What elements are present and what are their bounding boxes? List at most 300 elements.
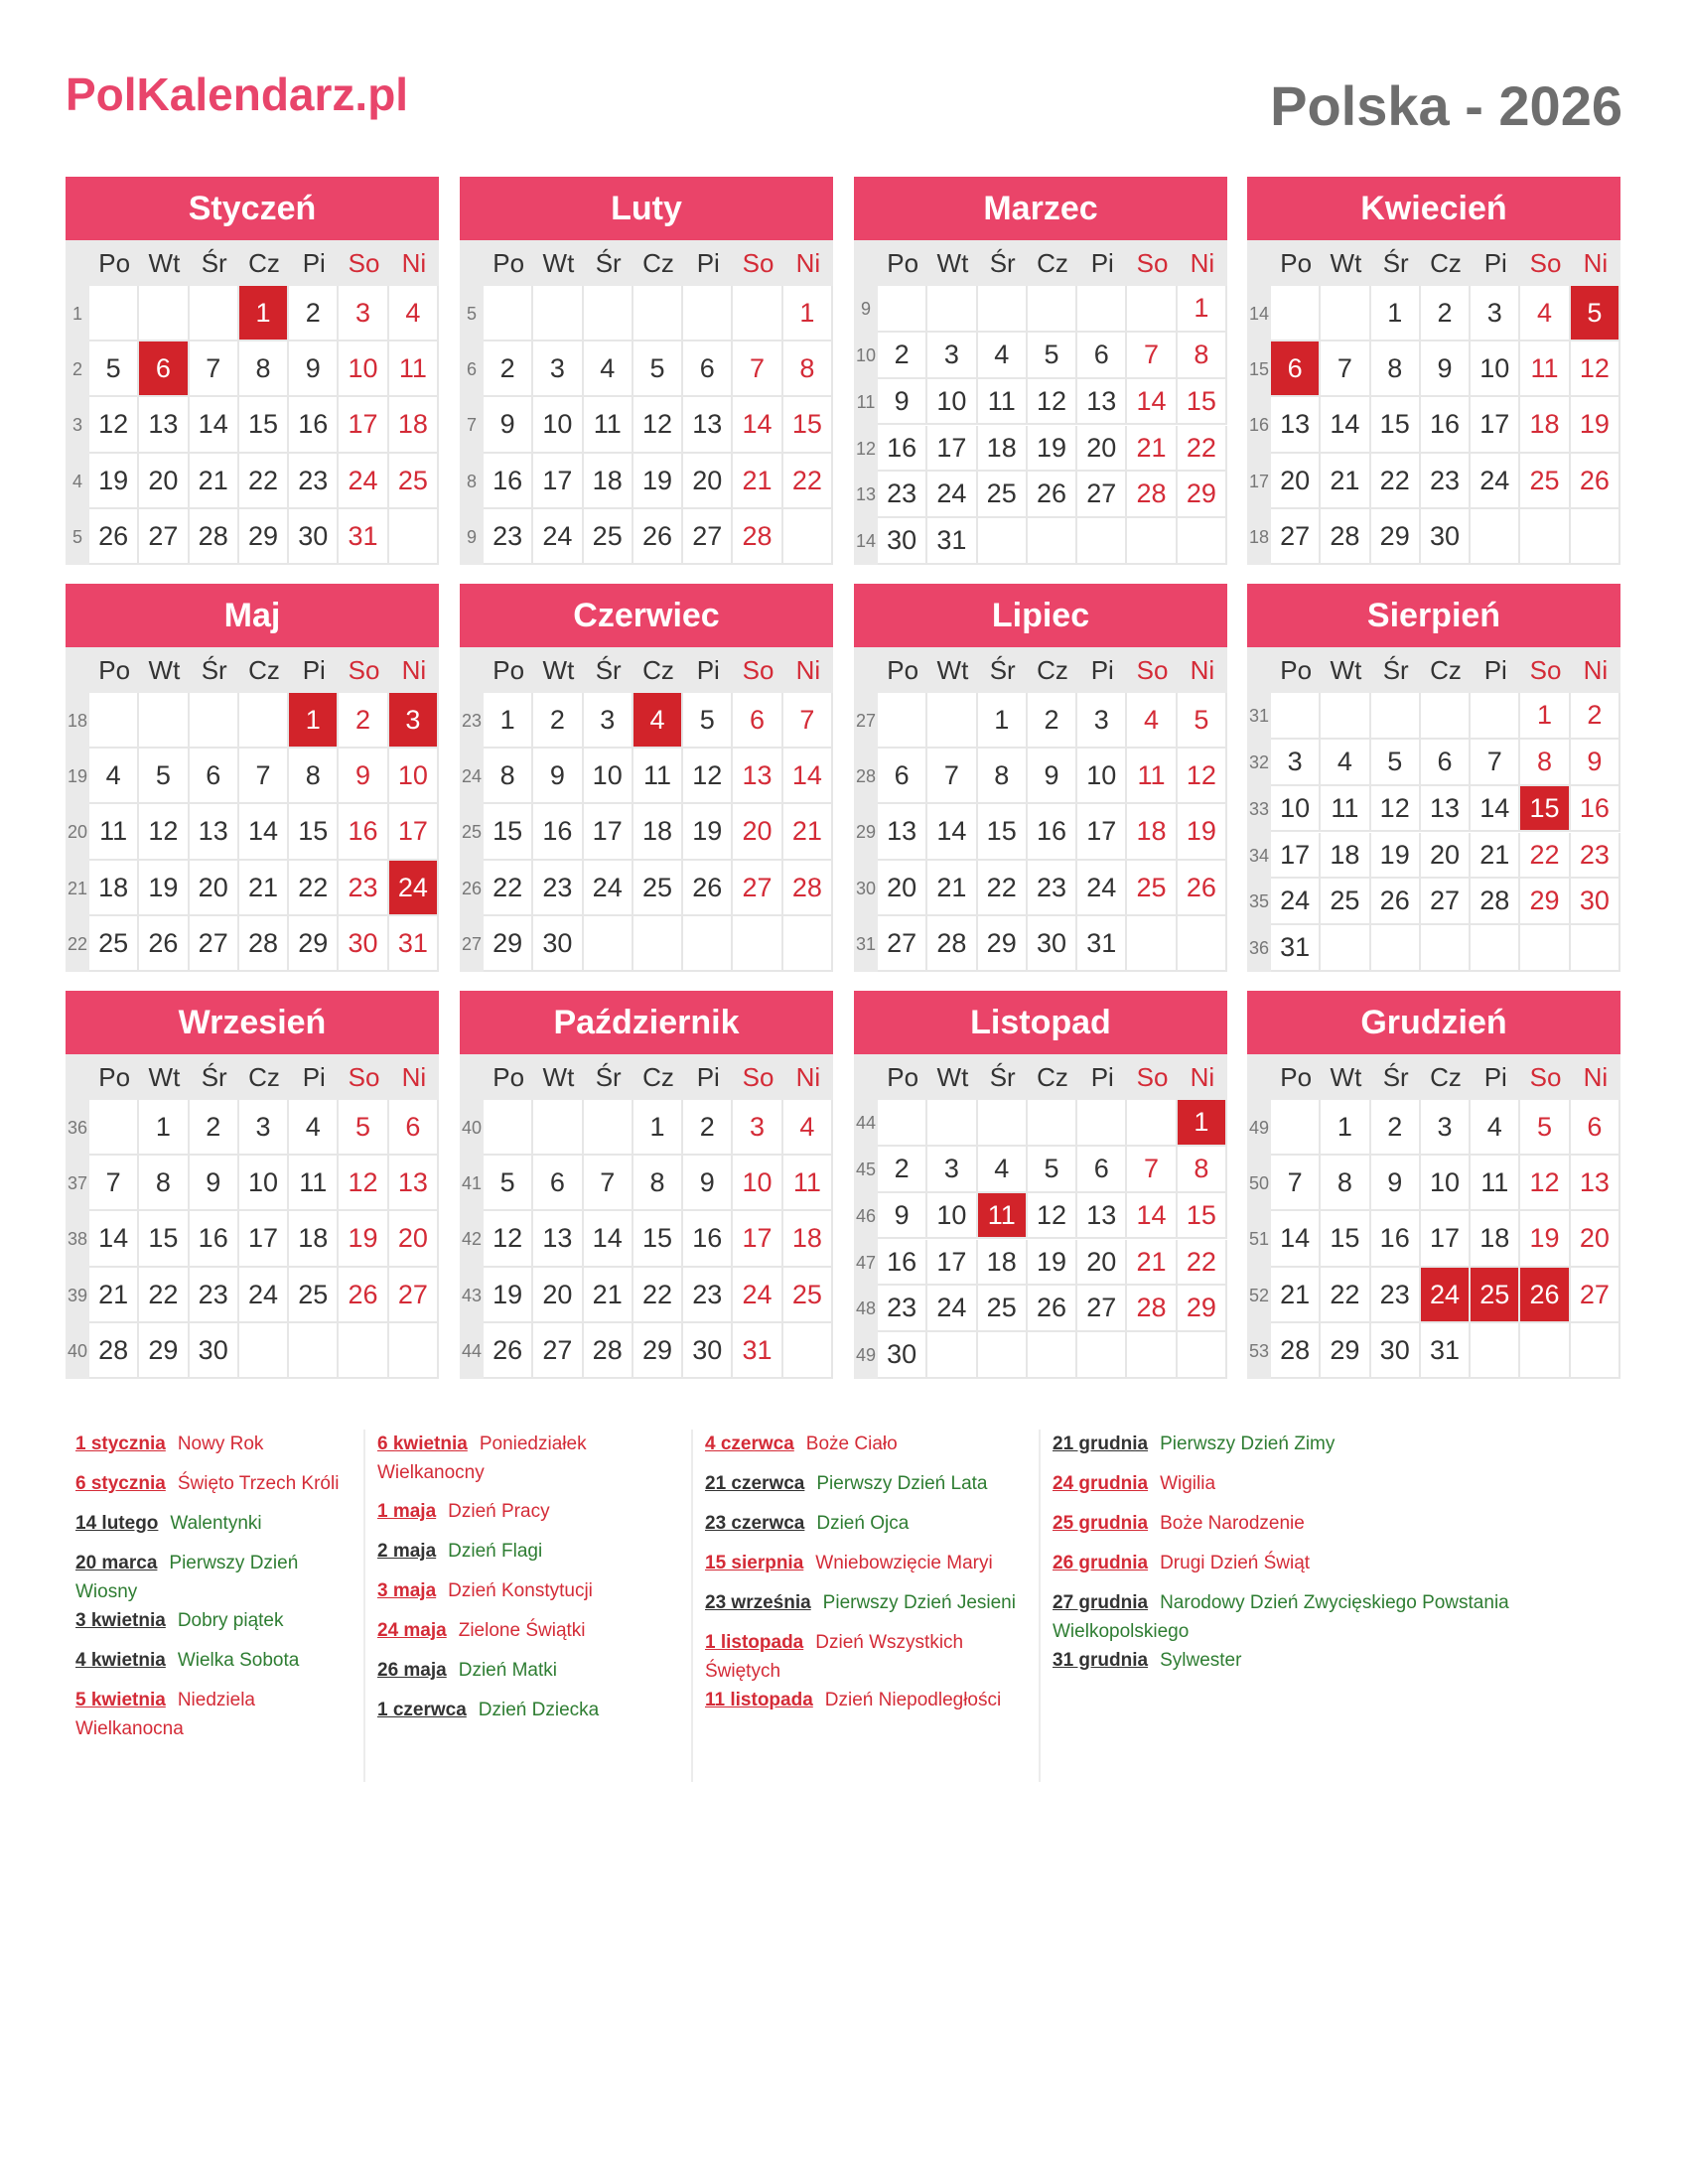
calendar-day[interactable]: 13	[1086, 1199, 1117, 1230]
calendar-day[interactable]: 11	[99, 816, 128, 847]
calendar-day[interactable]: 2	[1437, 298, 1453, 328]
calendar-day[interactable]: 23	[492, 520, 523, 551]
calendar-day[interactable]: 3	[549, 353, 565, 384]
calendar-day[interactable]: 18	[791, 1223, 822, 1254]
holiday-day[interactable]: 1	[239, 286, 287, 340]
calendar-day[interactable]: 15	[1186, 385, 1216, 416]
calendar-day[interactable]: 15	[641, 1223, 672, 1254]
legend-date-link[interactable]: 6 stycznia	[75, 1473, 166, 1494]
legend-date-link[interactable]: 1 listopada	[705, 1632, 804, 1653]
calendar-day[interactable]: 18	[986, 1246, 1017, 1277]
calendar-day[interactable]: 8	[1336, 1167, 1352, 1198]
calendar-day[interactable]: 15	[1330, 1223, 1360, 1254]
calendar-day[interactable]: 28	[1280, 1334, 1311, 1365]
calendar-day[interactable]: 21	[936, 872, 967, 902]
legend-date-link[interactable]: 3 maja	[377, 1580, 437, 1601]
calendar-day[interactable]: 5	[1194, 705, 1209, 735]
legend-date-link[interactable]: 1 stycznia	[75, 1433, 166, 1454]
calendar-day[interactable]: 21	[98, 1279, 129, 1309]
calendar-day[interactable]: 4	[105, 760, 121, 791]
calendar-day[interactable]: 19	[1036, 1246, 1066, 1277]
calendar-day[interactable]: 28	[98, 1334, 129, 1365]
calendar-day[interactable]: 14	[1136, 385, 1167, 416]
calendar-day[interactable]: 13	[1086, 385, 1117, 416]
calendar-day[interactable]: 22	[1330, 1279, 1360, 1309]
calendar-day[interactable]: 11	[1137, 760, 1166, 791]
calendar-day[interactable]: 12	[1529, 1167, 1560, 1198]
calendar-day[interactable]: 7	[799, 705, 815, 735]
calendar-day[interactable]: 25	[1136, 872, 1167, 902]
calendar-day[interactable]: 9	[1044, 760, 1059, 791]
calendar-day[interactable]: 13	[1280, 409, 1311, 440]
calendar-day[interactable]: 29	[247, 520, 278, 551]
calendar-day[interactable]: 4	[1336, 746, 1352, 776]
calendar-day[interactable]: 4	[305, 1112, 321, 1142]
calendar-day[interactable]: 17	[742, 1223, 773, 1254]
calendar-day[interactable]: 28	[1136, 1293, 1167, 1323]
calendar-day[interactable]: 15	[791, 409, 822, 440]
calendar-day[interactable]: 22	[492, 872, 523, 902]
calendar-day[interactable]: 28	[592, 1334, 623, 1365]
calendar-day[interactable]: 27	[1280, 520, 1311, 551]
holiday-day[interactable]: 26	[1520, 1268, 1568, 1321]
calendar-day[interactable]: 8	[1194, 339, 1209, 369]
calendar-day[interactable]: 25	[641, 872, 672, 902]
calendar-day[interactable]: 22	[986, 872, 1017, 902]
calendar-day[interactable]: 23	[1429, 465, 1460, 495]
calendar-day[interactable]: 22	[791, 465, 822, 495]
calendar-day[interactable]: 25	[592, 520, 623, 551]
calendar-day[interactable]: 20	[542, 1279, 573, 1309]
calendar-day[interactable]: 22	[148, 1279, 179, 1309]
calendar-day[interactable]: 4	[994, 1153, 1010, 1183]
calendar-day[interactable]: 10	[397, 760, 428, 791]
calendar-day[interactable]: 7	[1144, 339, 1160, 369]
calendar-day[interactable]: 19	[348, 1223, 378, 1254]
calendar-day[interactable]: 26	[1186, 872, 1216, 902]
calendar-day[interactable]: 7	[1144, 1153, 1160, 1183]
calendar-day[interactable]: 18	[98, 872, 129, 902]
calendar-day[interactable]: 28	[742, 520, 773, 551]
calendar-day[interactable]: 10	[592, 760, 623, 791]
calendar-day[interactable]: 30	[298, 520, 329, 551]
calendar-day[interactable]: 8	[305, 760, 321, 791]
calendar-day[interactable]: 25	[397, 465, 428, 495]
calendar-day[interactable]: 9	[1437, 353, 1453, 384]
calendar-day[interactable]: 2	[549, 705, 565, 735]
calendar-day[interactable]: 16	[198, 1223, 228, 1254]
calendar-day[interactable]: 13	[692, 409, 723, 440]
holiday-day[interactable]: 3	[389, 693, 437, 747]
calendar-day[interactable]: 5	[155, 760, 171, 791]
calendar-day[interactable]: 17	[348, 409, 378, 440]
calendar-day[interactable]: 14	[247, 816, 278, 847]
calendar-day[interactable]: 11	[398, 353, 427, 384]
calendar-day[interactable]: 21	[1136, 432, 1167, 463]
calendar-day[interactable]: 13	[148, 409, 179, 440]
calendar-day[interactable]: 1	[499, 705, 515, 735]
calendar-day[interactable]: 12	[692, 760, 723, 791]
calendar-day[interactable]: 23	[1379, 1279, 1410, 1309]
calendar-day[interactable]: 13	[1429, 792, 1460, 823]
calendar-day[interactable]: 25	[791, 1279, 822, 1309]
calendar-day[interactable]: 17	[936, 432, 967, 463]
calendar-day[interactable]: 7	[1287, 1167, 1303, 1198]
calendar-day[interactable]: 29	[148, 1334, 179, 1365]
calendar-day[interactable]: 16	[692, 1223, 723, 1254]
calendar-day[interactable]: 18	[397, 409, 428, 440]
calendar-day[interactable]: 5	[105, 353, 121, 384]
calendar-day[interactable]: 19	[148, 872, 179, 902]
legend-date-link[interactable]: 1 czerwca	[377, 1700, 467, 1720]
calendar-day[interactable]: 19	[492, 1279, 523, 1309]
calendar-day[interactable]: 5	[355, 1112, 371, 1142]
calendar-day[interactable]: 18	[641, 816, 672, 847]
calendar-day[interactable]: 23	[298, 465, 329, 495]
calendar-day[interactable]: 4	[1537, 298, 1553, 328]
calendar-day[interactable]: 27	[1086, 478, 1117, 509]
legend-date-link[interactable]: 6 kwietnia	[377, 1433, 468, 1454]
calendar-day[interactable]: 24	[936, 478, 967, 509]
legend-date-link[interactable]: 14 lutego	[75, 1513, 159, 1534]
calendar-day[interactable]: 10	[1086, 760, 1117, 791]
legend-date-link[interactable]: 5 kwietnia	[75, 1690, 166, 1710]
calendar-day[interactable]: 8	[994, 760, 1010, 791]
calendar-day[interactable]: 20	[1429, 839, 1460, 870]
calendar-day[interactable]: 3	[750, 1112, 766, 1142]
calendar-day[interactable]: 8	[799, 353, 815, 384]
calendar-day[interactable]: 12	[348, 1167, 378, 1198]
holiday-day[interactable]: 1	[1178, 1100, 1225, 1145]
calendar-day[interactable]: 16	[348, 816, 378, 847]
calendar-day[interactable]: 28	[791, 872, 822, 902]
legend-date-link[interactable]: 31 grudnia	[1053, 1650, 1149, 1671]
calendar-day[interactable]: 31	[397, 927, 428, 958]
calendar-day[interactable]: 25	[986, 478, 1017, 509]
calendar-day[interactable]: 26	[1579, 465, 1610, 495]
calendar-day[interactable]: 19	[641, 465, 672, 495]
calendar-day[interactable]: 5	[1537, 1112, 1553, 1142]
calendar-day[interactable]: 16	[1429, 409, 1460, 440]
calendar-day[interactable]: 22	[1186, 1246, 1216, 1277]
legend-date-link[interactable]: 24 maja	[377, 1620, 447, 1641]
calendar-day[interactable]: 3	[1093, 705, 1109, 735]
calendar-day[interactable]: 23	[1036, 872, 1066, 902]
calendar-day[interactable]: 20	[692, 465, 723, 495]
legend-date-link[interactable]: 4 czerwca	[705, 1433, 794, 1454]
calendar-day[interactable]: 11	[299, 1167, 328, 1198]
calendar-day[interactable]: 20	[1579, 1223, 1610, 1254]
calendar-day[interactable]: 19	[1529, 1223, 1560, 1254]
calendar-day[interactable]: 24	[1280, 886, 1311, 916]
calendar-day[interactable]: 7	[750, 353, 766, 384]
calendar-day[interactable]: 14	[1330, 409, 1360, 440]
calendar-day[interactable]: 4	[405, 298, 421, 328]
calendar-day[interactable]: 16	[1579, 792, 1610, 823]
holiday-day[interactable]: 4	[633, 693, 681, 747]
calendar-day[interactable]: 22	[641, 1279, 672, 1309]
calendar-day[interactable]: 19	[1186, 816, 1216, 847]
calendar-day[interactable]: 6	[405, 1112, 421, 1142]
calendar-day[interactable]: 27	[1429, 886, 1460, 916]
calendar-day[interactable]: 23	[198, 1279, 228, 1309]
calendar-day[interactable]: 24	[247, 1279, 278, 1309]
calendar-day[interactable]: 10	[1479, 353, 1510, 384]
calendar-day[interactable]: 28	[936, 927, 967, 958]
calendar-day[interactable]: 27	[1086, 1293, 1117, 1323]
legend-date-link[interactable]: 2 maja	[377, 1541, 437, 1562]
calendar-day[interactable]: 10	[542, 409, 573, 440]
calendar-day[interactable]: 31	[936, 525, 967, 556]
calendar-day[interactable]: 18	[1529, 409, 1560, 440]
calendar-day[interactable]: 30	[1579, 886, 1610, 916]
calendar-day[interactable]: 19	[692, 816, 723, 847]
holiday-day[interactable]: 6	[139, 341, 187, 395]
calendar-day[interactable]: 16	[887, 432, 917, 463]
calendar-day[interactable]: 30	[692, 1334, 723, 1365]
holiday-day[interactable]: 24	[389, 861, 437, 914]
holiday-day[interactable]: 24	[1421, 1268, 1469, 1321]
holiday-day[interactable]: 6	[1271, 341, 1319, 395]
calendar-day[interactable]: 6	[699, 353, 715, 384]
legend-date-link[interactable]: 23 września	[705, 1592, 811, 1613]
calendar-day[interactable]: 11	[1331, 792, 1359, 823]
calendar-day[interactable]: 10	[1429, 1167, 1460, 1198]
calendar-day[interactable]: 17	[1479, 409, 1510, 440]
calendar-day[interactable]: 1	[799, 298, 815, 328]
calendar-day[interactable]: 18	[1479, 1223, 1510, 1254]
legend-date-link[interactable]: 26 maja	[377, 1660, 447, 1681]
calendar-day[interactable]: 7	[1336, 353, 1352, 384]
calendar-day[interactable]: 18	[298, 1223, 329, 1254]
calendar-day[interactable]: 7	[105, 1167, 121, 1198]
calendar-day[interactable]: 13	[887, 816, 917, 847]
calendar-day[interactable]: 27	[148, 520, 179, 551]
calendar-day[interactable]: 27	[397, 1279, 428, 1309]
calendar-day[interactable]: 27	[542, 1334, 573, 1365]
calendar-day[interactable]: 26	[641, 520, 672, 551]
calendar-day[interactable]: 5	[649, 353, 665, 384]
calendar-day[interactable]: 4	[600, 353, 616, 384]
calendar-day[interactable]: 9	[206, 1167, 221, 1198]
calendar-day[interactable]: 2	[305, 298, 321, 328]
calendar-day[interactable]: 30	[542, 927, 573, 958]
calendar-day[interactable]: 11	[792, 1167, 821, 1198]
calendar-day[interactable]: 18	[1330, 839, 1360, 870]
calendar-day[interactable]: 12	[1036, 385, 1066, 416]
calendar-day[interactable]: 12	[98, 409, 129, 440]
calendar-day[interactable]: 6	[1093, 339, 1109, 369]
calendar-day[interactable]: 8	[1537, 746, 1553, 776]
calendar-day[interactable]: 13	[397, 1167, 428, 1198]
legend-date-link[interactable]: 24 grudnia	[1053, 1473, 1149, 1494]
calendar-day[interactable]: 27	[1579, 1279, 1610, 1309]
calendar-day[interactable]: 22	[1379, 465, 1410, 495]
calendar-day[interactable]: 31	[1429, 1334, 1460, 1365]
calendar-day[interactable]: 21	[1136, 1246, 1167, 1277]
calendar-day[interactable]: 23	[887, 478, 917, 509]
calendar-day[interactable]: 26	[98, 520, 129, 551]
legend-date-link[interactable]: 11 listopada	[705, 1690, 813, 1710]
calendar-day[interactable]: 8	[1194, 1153, 1209, 1183]
calendar-day[interactable]: 24	[542, 520, 573, 551]
calendar-day[interactable]: 26	[492, 1334, 523, 1365]
calendar-day[interactable]: 16	[1036, 816, 1066, 847]
calendar-day[interactable]: 9	[894, 1199, 910, 1230]
calendar-day[interactable]: 21	[1479, 839, 1510, 870]
calendar-day[interactable]: 1	[155, 1112, 171, 1142]
holiday-day[interactable]: 1	[289, 693, 337, 747]
calendar-day[interactable]: 23	[542, 872, 573, 902]
calendar-day[interactable]: 13	[542, 1223, 573, 1254]
calendar-day[interactable]: 14	[98, 1223, 129, 1254]
calendar-day[interactable]: 14	[592, 1223, 623, 1254]
calendar-day[interactable]: 2	[699, 1112, 715, 1142]
calendar-day[interactable]: 19	[98, 465, 129, 495]
calendar-day[interactable]: 5	[499, 1167, 515, 1198]
calendar-day[interactable]: 9	[355, 760, 371, 791]
calendar-day[interactable]: 2	[1587, 700, 1603, 730]
calendar-day[interactable]: 21	[1280, 1279, 1311, 1309]
calendar-day[interactable]: 20	[198, 872, 228, 902]
calendar-day[interactable]: 2	[499, 353, 515, 384]
calendar-day[interactable]: 19	[1579, 409, 1610, 440]
calendar-day[interactable]: 20	[742, 816, 773, 847]
holiday-day[interactable]: 5	[1571, 286, 1618, 340]
calendar-day[interactable]: 21	[1330, 465, 1360, 495]
calendar-day[interactable]: 5	[1387, 746, 1403, 776]
calendar-day[interactable]: 17	[542, 465, 573, 495]
calendar-day[interactable]: 25	[986, 1293, 1017, 1323]
calendar-day[interactable]: 11	[593, 409, 622, 440]
calendar-day[interactable]: 30	[887, 525, 917, 556]
calendar-day[interactable]: 21	[247, 872, 278, 902]
calendar-day[interactable]: 3	[943, 339, 959, 369]
calendar-day[interactable]: 4	[994, 339, 1010, 369]
calendar-day[interactable]: 3	[255, 1112, 271, 1142]
calendar-day[interactable]: 25	[1529, 465, 1560, 495]
calendar-day[interactable]: 30	[348, 927, 378, 958]
calendar-day[interactable]: 2	[355, 705, 371, 735]
calendar-day[interactable]: 17	[247, 1223, 278, 1254]
calendar-day[interactable]: 29	[1186, 1293, 1216, 1323]
calendar-day[interactable]: 9	[894, 385, 910, 416]
calendar-day[interactable]: 27	[887, 927, 917, 958]
calendar-day[interactable]: 16	[298, 409, 329, 440]
calendar-day[interactable]: 26	[1379, 886, 1410, 916]
calendar-day[interactable]: 19	[1379, 839, 1410, 870]
calendar-day[interactable]: 14	[936, 816, 967, 847]
calendar-day[interactable]: 12	[492, 1223, 523, 1254]
calendar-day[interactable]: 28	[247, 927, 278, 958]
calendar-day[interactable]: 24	[936, 1293, 967, 1323]
calendar-day[interactable]: 17	[1280, 839, 1311, 870]
calendar-day[interactable]: 6	[549, 1167, 565, 1198]
calendar-day[interactable]: 8	[499, 760, 515, 791]
calendar-day[interactable]: 10	[247, 1167, 278, 1198]
calendar-day[interactable]: 12	[1579, 353, 1610, 384]
calendar-day[interactable]: 26	[148, 927, 179, 958]
calendar-day[interactable]: 8	[255, 353, 271, 384]
calendar-day[interactable]: 26	[348, 1279, 378, 1309]
calendar-day[interactable]: 22	[247, 465, 278, 495]
calendar-day[interactable]: 9	[305, 353, 321, 384]
calendar-day[interactable]: 20	[887, 872, 917, 902]
holiday-day[interactable]: 15	[1520, 786, 1568, 831]
calendar-day[interactable]: 27	[692, 520, 723, 551]
calendar-day[interactable]: 11	[642, 760, 671, 791]
calendar-day[interactable]: 19	[1036, 432, 1066, 463]
calendar-day[interactable]: 27	[198, 927, 228, 958]
calendar-day[interactable]: 2	[1044, 705, 1059, 735]
calendar-day[interactable]: 24	[592, 872, 623, 902]
calendar-day[interactable]: 29	[1186, 478, 1216, 509]
calendar-day[interactable]: 3	[1287, 746, 1303, 776]
calendar-day[interactable]: 6	[750, 705, 766, 735]
calendar-day[interactable]: 22	[1186, 432, 1216, 463]
calendar-day[interactable]: 15	[298, 816, 329, 847]
calendar-day[interactable]: 17	[592, 816, 623, 847]
calendar-day[interactable]: 12	[1186, 760, 1216, 791]
calendar-day[interactable]: 10	[936, 385, 967, 416]
calendar-day[interactable]: 26	[692, 872, 723, 902]
calendar-day[interactable]: 23	[1579, 839, 1610, 870]
calendar-day[interactable]: 9	[1387, 1167, 1403, 1198]
calendar-day[interactable]: 29	[1330, 1334, 1360, 1365]
holiday-day[interactable]: 11	[978, 1193, 1026, 1238]
calendar-day[interactable]: 20	[148, 465, 179, 495]
calendar-day[interactable]: 23	[692, 1279, 723, 1309]
calendar-day[interactable]: 9	[1587, 746, 1603, 776]
legend-date-link[interactable]: 3 kwietnia	[75, 1610, 166, 1631]
calendar-day[interactable]: 6	[1093, 1153, 1109, 1183]
calendar-day[interactable]: 2	[894, 1153, 910, 1183]
calendar-day[interactable]: 29	[298, 927, 329, 958]
calendar-day[interactable]: 31	[742, 1334, 773, 1365]
calendar-day[interactable]: 20	[397, 1223, 428, 1254]
calendar-day[interactable]: 15	[492, 816, 523, 847]
calendar-day[interactable]: 11	[987, 385, 1016, 416]
calendar-day[interactable]: 20	[1086, 1246, 1117, 1277]
calendar-day[interactable]: 14	[1136, 1199, 1167, 1230]
calendar-day[interactable]: 11	[1480, 1167, 1509, 1198]
calendar-day[interactable]: 14	[791, 760, 822, 791]
calendar-day[interactable]: 17	[936, 1246, 967, 1277]
calendar-day[interactable]: 11	[1530, 353, 1559, 384]
calendar-day[interactable]: 26	[1036, 478, 1066, 509]
calendar-day[interactable]: 24	[348, 465, 378, 495]
calendar-day[interactable]: 10	[742, 1167, 773, 1198]
legend-date-link[interactable]: 25 grudnia	[1053, 1513, 1149, 1534]
legend-date-link[interactable]: 21 czerwca	[705, 1473, 805, 1494]
calendar-day[interactable]: 17	[397, 816, 428, 847]
legend-date-link[interactable]: 23 czerwca	[705, 1513, 805, 1534]
calendar-day[interactable]: 16	[887, 1246, 917, 1277]
calendar-day[interactable]: 12	[1036, 1199, 1066, 1230]
calendar-day[interactable]: 28	[1136, 478, 1167, 509]
calendar-day[interactable]: 18	[1136, 816, 1167, 847]
calendar-day[interactable]: 7	[600, 1167, 616, 1198]
calendar-day[interactable]: 24	[1086, 872, 1117, 902]
calendar-day[interactable]: 20	[1280, 465, 1311, 495]
calendar-day[interactable]: 18	[592, 465, 623, 495]
calendar-day[interactable]: 28	[1330, 520, 1360, 551]
legend-date-link[interactable]: 27 grudnia	[1053, 1592, 1149, 1613]
calendar-day[interactable]: 29	[1529, 886, 1560, 916]
holiday-day[interactable]: 25	[1471, 1268, 1518, 1321]
calendar-day[interactable]: 9	[549, 760, 565, 791]
calendar-day[interactable]: 3	[1437, 1112, 1453, 1142]
